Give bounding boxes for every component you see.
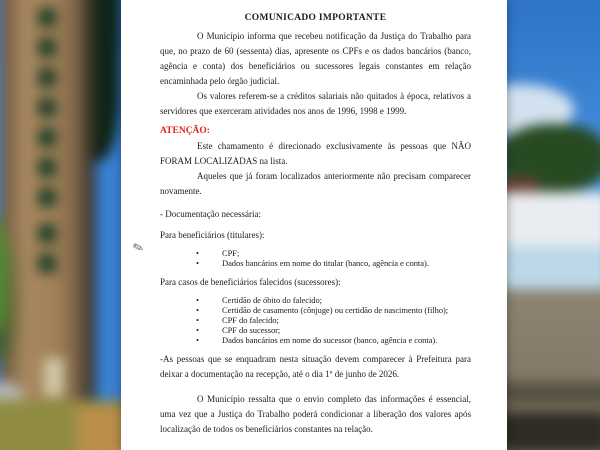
roof-stripe [507, 382, 600, 404]
list-item [160, 248, 471, 258]
attention-heading: ATENÇÃO: [160, 126, 210, 136]
list-item [160, 258, 471, 268]
building-window [38, 68, 56, 87]
paragraph-target-audience: Este chamamento é direcionado exclusivamente às pessoas que NÃO FORAM LOCALIZADAS na lista. [160, 141, 471, 166]
building-window [38, 38, 56, 57]
list-item [160, 325, 471, 335]
list-item-text: Dados bancários em nome do sucessor (banco, agência e conta). [222, 335, 438, 345]
background-photo-right [507, 0, 600, 450]
paragraph-deadline: -As pessoas que se enquadram nesta situação devem comparecer à Prefeitura para deixar a documentação na recepção, até o dia 1º de junho de 2026. [160, 354, 471, 379]
white-building [507, 192, 600, 254]
building-window [38, 8, 56, 27]
roof-stripe [507, 412, 600, 450]
deceased-list [160, 295, 471, 345]
holders-heading: Para beneficiários (titulares): [160, 230, 265, 240]
list-item-text: Dados bancários em nome do titular (banco, agência e conta). [222, 258, 429, 268]
background-photo-left [0, 0, 121, 450]
list-item-text: Certidão de óbito do falecido; [222, 295, 322, 305]
list-item-text: CPF do falecido; [222, 315, 279, 325]
documentation-heading: - Documentação necessária: [160, 209, 261, 219]
paragraph-closing: O Município ressalta que o envio completo das informações é essencial, uma vez que a Justiça do Trabalho poderá condicionar a liberação dos valores após localização de todos os beneficiários constantes na relação. [160, 394, 471, 434]
background-blur-layer [0, 0, 121, 450]
paragraph-notification: O Município informa que recebeu notificação da Justiça do Trabalho para que, no prazo de 60 (sessenta) dias, apresente os CPFs e os dados bancários (banco, agência e conta) dos beneficiários ou sucessores legais constantes em relação encaminhada pelo órgão judicial. [160, 31, 471, 86]
ground [76, 406, 121, 450]
list-item [160, 315, 471, 325]
deceased-heading: Para casos de beneficiários falecidos (sucessores): [160, 277, 341, 287]
document-page [121, 0, 507, 450]
building-window [38, 188, 56, 207]
building-window [38, 128, 56, 147]
paragraph-already-located: Aqueles que já foram localizados anteriormente não precisam comparecer novamente. [160, 171, 471, 196]
building-door [44, 358, 64, 396]
building-window [38, 224, 56, 243]
list-item-text: CPF do sucessor; [222, 325, 281, 335]
list-item [160, 295, 471, 305]
building-window [38, 98, 56, 117]
building-window [38, 254, 56, 273]
holders-list [160, 248, 471, 268]
writing-cursor-icon: ✎ [130, 239, 146, 258]
list-item [160, 305, 471, 315]
building-window [38, 158, 56, 177]
list-item-text: CPF; [222, 248, 240, 258]
building-shadow [82, 0, 98, 450]
paragraph-values: Os valores referem-se a créditos salariais não quitados à época, relativos a servidores que exerceram atividades nos anos de 1996, 1998 e 1999. [160, 91, 471, 116]
background-blur-layer [507, 0, 600, 450]
list-item [160, 335, 471, 345]
document-title: COMUNICADO IMPORTANTE [244, 13, 387, 23]
list-item-text: Certidão de casamento (cônjuge) ou certidão de nascimento (filho); [222, 305, 449, 315]
